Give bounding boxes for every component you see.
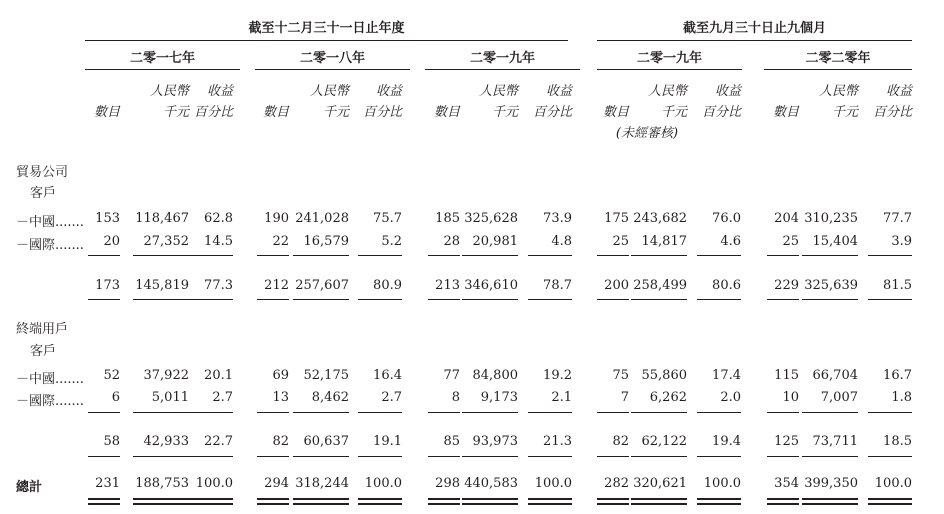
col-header-count: 數目 [262, 105, 289, 120]
cell-total: 188,753 [135, 476, 189, 491]
column-subtotal-rule [88, 255, 120, 256]
cell-end_china: 115 [774, 368, 799, 383]
cell-end_intl: 2.7 [381, 390, 402, 405]
column-total-rule-bottom [868, 503, 912, 505]
cell-end_china: 75 [612, 368, 629, 383]
column-total-rule-bottom [358, 503, 402, 505]
cell-end_sub: 58 [103, 434, 120, 449]
col-header-rmb-line2: 千元 [831, 105, 858, 120]
cell-trade_intl: 4.8 [551, 234, 572, 249]
row-label-trade_intl: －國際....... [16, 238, 84, 253]
cell-end_china: 84,800 [472, 368, 518, 383]
column-subtotal-rule [189, 299, 233, 300]
column-subtotal-rule [631, 456, 687, 457]
cell-end_intl: 8,462 [311, 390, 349, 405]
column-subtotal-rule [868, 299, 912, 300]
column-total-rule-top [868, 498, 912, 500]
cell-end_china: 19.2 [543, 368, 572, 383]
cell-end_sub: 82 [272, 434, 289, 449]
column-subtotal-rule [293, 299, 349, 300]
cell-trade_sub: 258,499 [633, 278, 687, 293]
column-subtotal-rule [767, 299, 799, 300]
period-header-rule [85, 69, 240, 70]
col-header-rmb-line1: 人民幣 [149, 84, 189, 99]
column-subtotal-rule [597, 456, 629, 457]
cell-end_china: 52,175 [303, 368, 349, 383]
cell-trade_intl: 15,404 [812, 234, 858, 249]
cell-trade_sub: 213 [435, 278, 460, 293]
cell-trade_sub: 78.7 [543, 278, 572, 293]
cell-end_china: 17.4 [712, 368, 741, 383]
column-subtotal-rule [133, 299, 189, 300]
col-header-pct-line1: 收益 [885, 84, 912, 99]
col-header-unaudited: (未經審核) [615, 126, 679, 141]
column-subtotal-rule [293, 456, 349, 457]
column-total-rule-bottom [189, 503, 233, 505]
column-subtotal-rule [767, 456, 799, 457]
column-total-rule-top [767, 498, 799, 500]
cell-total: 320,621 [633, 476, 687, 491]
period-header: 二零一八年 [299, 51, 365, 66]
cell-end_china: 37,922 [143, 368, 189, 383]
column-subtotal-rule [88, 456, 120, 457]
row-label-end_intl: －國際....... [16, 394, 84, 409]
row-label-trade_china: －中國....... [16, 215, 84, 230]
cell-trade_sub: 229 [774, 278, 799, 293]
column-total-rule-top [88, 498, 120, 500]
cell-end_china: 77 [443, 368, 460, 383]
cell-trade_intl: 22 [272, 234, 289, 249]
column-subtotal-rule [189, 412, 233, 413]
cell-end_intl: 7,007 [820, 390, 858, 405]
cell-trade_intl: 25 [782, 234, 799, 249]
column-total-rule-top [631, 498, 687, 500]
col-header-pct-line2: 百分比 [193, 105, 233, 120]
cell-trade_intl: 16,579 [303, 234, 349, 249]
column-subtotal-rule [802, 412, 858, 413]
cell-trade_sub: 80.9 [373, 278, 402, 293]
cell-trade_china: 175 [604, 211, 629, 226]
column-subtotal-rule [257, 456, 289, 457]
cell-trade_intl: 20 [103, 234, 120, 249]
period-header-rule [255, 69, 410, 70]
cell-end_china: 16.7 [883, 368, 912, 383]
cell-total: 100.0 [874, 476, 912, 491]
column-total-rule-bottom [293, 503, 349, 505]
column-subtotal-rule [868, 255, 912, 256]
cell-trade_china: 310,235 [804, 211, 858, 226]
cell-total: 294 [264, 476, 289, 491]
column-total-rule-bottom [597, 503, 629, 505]
cell-trade_china: 118,467 [135, 211, 189, 226]
column-total-rule-top [189, 498, 233, 500]
column-subtotal-rule [462, 456, 518, 457]
cell-end_intl: 6 [111, 390, 120, 405]
column-total-rule-top [528, 498, 572, 500]
group-header-full-year: 截至十二月三十一日止年度 [248, 21, 405, 36]
column-subtotal-rule [528, 299, 572, 300]
col-header-pct-line2: 百分比 [362, 105, 402, 120]
col-header-pct-line1: 收益 [714, 84, 741, 99]
cell-end_china: 16.4 [373, 368, 402, 383]
col-header-rmb-line1: 人民幣 [309, 84, 349, 99]
cell-end_sub: 18.5 [883, 434, 912, 449]
column-subtotal-rule [358, 456, 402, 457]
cell-end_sub: 42,933 [143, 434, 189, 449]
cell-trade_sub: 325,639 [804, 278, 858, 293]
group-header-nine-months-rule [597, 40, 912, 41]
column-total-rule-bottom [257, 503, 289, 505]
col-header-rmb-line2: 千元 [660, 105, 687, 120]
cell-trade_intl: 5.2 [381, 234, 402, 249]
cell-total: 100.0 [703, 476, 741, 491]
cell-end_intl: 2.0 [720, 390, 741, 405]
column-subtotal-rule [88, 412, 120, 413]
cell-end_sub: 22.7 [204, 434, 233, 449]
cell-trade_china: 241,028 [295, 211, 349, 226]
column-subtotal-rule [358, 299, 402, 300]
column-subtotal-rule [802, 255, 858, 256]
col-header-pct-line1: 收益 [375, 84, 402, 99]
cell-end_sub: 19.1 [373, 434, 402, 449]
cell-end_sub: 21.3 [543, 434, 572, 449]
column-subtotal-rule [257, 255, 289, 256]
col-header-count: 數目 [772, 105, 799, 120]
section-title-trade-line1: 貿易公司 [16, 165, 69, 180]
column-subtotal-rule [697, 456, 741, 457]
column-subtotal-rule [189, 255, 233, 256]
column-total-rule-bottom [428, 503, 460, 505]
column-total-rule-top [257, 498, 289, 500]
cell-trade_intl: 27,352 [143, 234, 189, 249]
column-total-rule-bottom [802, 503, 858, 505]
column-subtotal-rule [528, 255, 572, 256]
column-subtotal-rule [528, 412, 572, 413]
column-subtotal-rule [868, 412, 912, 413]
col-header-rmb-line1: 人民幣 [647, 84, 687, 99]
column-subtotal-rule [189, 456, 233, 457]
col-header-rmb-line2: 千元 [491, 105, 518, 120]
period-header: 二零一九年 [469, 51, 535, 66]
period-header-rule [764, 69, 912, 70]
cell-trade_china: 204 [774, 211, 799, 226]
cell-trade_china: 185 [435, 211, 460, 226]
cell-trade_china: 153 [95, 211, 120, 226]
cell-end_sub: 62,122 [641, 434, 687, 449]
column-subtotal-rule [697, 255, 741, 256]
cell-trade_intl: 25 [612, 234, 629, 249]
column-total-rule-top [697, 498, 741, 500]
column-subtotal-rule [631, 299, 687, 300]
cell-trade_sub: 173 [95, 278, 120, 293]
column-subtotal-rule [133, 412, 189, 413]
column-subtotal-rule [802, 456, 858, 457]
column-total-rule-bottom [462, 503, 518, 505]
cell-end_intl: 13 [272, 390, 289, 405]
cell-trade_china: 243,682 [633, 211, 687, 226]
column-subtotal-rule [428, 412, 460, 413]
cell-end_sub: 19.4 [712, 434, 741, 449]
column-total-rule-top [802, 498, 858, 500]
group-header-nine-months: 截至九月三十日止九個月 [682, 21, 826, 36]
column-subtotal-rule [428, 456, 460, 457]
column-subtotal-rule [767, 255, 799, 256]
period-header-rule [425, 69, 580, 70]
col-header-count: 數目 [433, 105, 460, 120]
column-subtotal-rule [257, 412, 289, 413]
cell-total: 231 [95, 476, 120, 491]
column-subtotal-rule [597, 299, 629, 300]
col-header-rmb-line2: 千元 [322, 105, 349, 120]
column-subtotal-rule [358, 255, 402, 256]
cell-trade_intl: 20,981 [472, 234, 518, 249]
period-header: 二零一七年 [129, 51, 195, 66]
cell-trade_china: 62.8 [204, 211, 233, 226]
column-total-rule-bottom [133, 503, 189, 505]
column-total-rule-bottom [767, 503, 799, 505]
column-subtotal-rule [631, 255, 687, 256]
section-title-end-line1: 終端用戶 [16, 322, 69, 337]
cell-end_china: 69 [272, 368, 289, 383]
col-header-pct-line2: 百分比 [872, 105, 912, 120]
column-subtotal-rule [88, 299, 120, 300]
period-header-rule [597, 69, 742, 70]
cell-trade_intl: 3.9 [891, 234, 912, 249]
cell-trade_sub: 81.5 [883, 278, 912, 293]
column-subtotal-rule [697, 412, 741, 413]
column-total-rule-top [428, 498, 460, 500]
cell-total: 440,583 [464, 476, 518, 491]
cell-total: 298 [435, 476, 460, 491]
cell-total: 100.0 [364, 476, 402, 491]
column-total-rule-bottom [88, 503, 120, 505]
cell-end_intl: 10 [782, 390, 799, 405]
column-total-rule-bottom [528, 503, 572, 505]
cell-end_intl: 9,173 [480, 390, 518, 405]
col-header-pct-line2: 百分比 [701, 105, 741, 120]
column-subtotal-rule [358, 412, 402, 413]
column-subtotal-rule [528, 456, 572, 457]
cell-end_intl: 8 [451, 390, 460, 405]
cell-trade_sub: 212 [264, 278, 289, 293]
col-header-rmb-line1: 人民幣 [478, 84, 518, 99]
cell-end_china: 52 [103, 368, 120, 383]
column-subtotal-rule [697, 299, 741, 300]
column-subtotal-rule [462, 299, 518, 300]
cell-total: 100.0 [195, 476, 233, 491]
column-subtotal-rule [462, 412, 518, 413]
column-subtotal-rule [428, 255, 460, 256]
cell-trade_intl: 14.5 [204, 234, 233, 249]
column-total-rule-top [133, 498, 189, 500]
column-subtotal-rule [462, 255, 518, 256]
column-total-rule-bottom [631, 503, 687, 505]
cell-trade_sub: 80.6 [712, 278, 741, 293]
cell-end_china: 55,860 [641, 368, 687, 383]
cell-trade_china: 325,628 [464, 211, 518, 226]
cell-end_intl: 1.8 [891, 390, 912, 405]
column-total-rule-top [597, 498, 629, 500]
cell-end_sub: 85 [443, 434, 460, 449]
row-label-end_china: －中國....... [16, 372, 84, 387]
section-title-end-line2: 客戶 [30, 344, 57, 359]
cell-end_sub: 82 [612, 434, 629, 449]
column-subtotal-rule [868, 456, 912, 457]
cell-trade_china: 77.7 [883, 211, 912, 226]
cell-trade_china: 73.9 [543, 211, 572, 226]
cell-trade_sub: 145,819 [135, 278, 189, 293]
column-total-rule-top [293, 498, 349, 500]
col-header-pct-line1: 收益 [206, 84, 233, 99]
cell-trade_sub: 77.3 [204, 278, 233, 293]
cell-end_intl: 6,262 [649, 390, 687, 405]
col-header-pct-line2: 百分比 [532, 105, 572, 120]
row-label-total: 總計 [16, 480, 43, 495]
column-subtotal-rule [767, 412, 799, 413]
col-header-count: 數目 [93, 105, 120, 120]
cell-trade_sub: 200 [604, 278, 629, 293]
cell-trade_intl: 4.6 [720, 234, 741, 249]
cell-end_intl: 2.1 [551, 390, 572, 405]
column-subtotal-rule [631, 412, 687, 413]
col-header-pct-line1: 收益 [545, 84, 572, 99]
column-total-rule-top [358, 498, 402, 500]
column-subtotal-rule [293, 412, 349, 413]
column-subtotal-rule [597, 412, 629, 413]
group-header-full-year-rule [85, 40, 568, 41]
period-header: 二零一九年 [636, 51, 702, 66]
column-total-rule-top [462, 498, 518, 500]
cell-end_intl: 5,011 [151, 390, 189, 405]
cell-end_sub: 125 [774, 434, 799, 449]
col-header-rmb-line1: 人民幣 [818, 84, 858, 99]
cell-end_sub: 73,711 [812, 434, 858, 449]
cell-trade_china: 75.7 [373, 211, 402, 226]
cell-end_intl: 7 [620, 390, 629, 405]
column-subtotal-rule [133, 456, 189, 457]
section-title-trade-line2: 客戶 [30, 186, 57, 201]
cell-trade_china: 190 [264, 211, 289, 226]
column-total-rule-bottom [697, 503, 741, 505]
column-subtotal-rule [133, 255, 189, 256]
cell-total: 354 [774, 476, 799, 491]
col-header-rmb-line2: 千元 [162, 105, 189, 120]
cell-trade_sub: 346,610 [464, 278, 518, 293]
cell-end_china: 20.1 [204, 368, 233, 383]
column-subtotal-rule [428, 299, 460, 300]
cell-end_sub: 60,637 [303, 434, 349, 449]
column-subtotal-rule [257, 299, 289, 300]
cell-total: 100.0 [534, 476, 572, 491]
period-header: 二零二零年 [805, 51, 871, 66]
cell-trade_china: 76.0 [712, 211, 741, 226]
cell-end_sub: 93,973 [472, 434, 518, 449]
column-subtotal-rule [293, 255, 349, 256]
column-subtotal-rule [597, 255, 629, 256]
cell-total: 399,350 [804, 476, 858, 491]
cell-trade_intl: 14,817 [641, 234, 687, 249]
cell-total: 318,244 [295, 476, 349, 491]
cell-trade_sub: 257,607 [295, 278, 349, 293]
cell-total: 282 [604, 476, 629, 491]
col-header-count: 數目 [602, 105, 629, 120]
cell-trade_intl: 28 [443, 234, 460, 249]
cell-end_intl: 2.7 [212, 390, 233, 405]
column-subtotal-rule [802, 299, 858, 300]
cell-end_china: 66,704 [812, 368, 858, 383]
